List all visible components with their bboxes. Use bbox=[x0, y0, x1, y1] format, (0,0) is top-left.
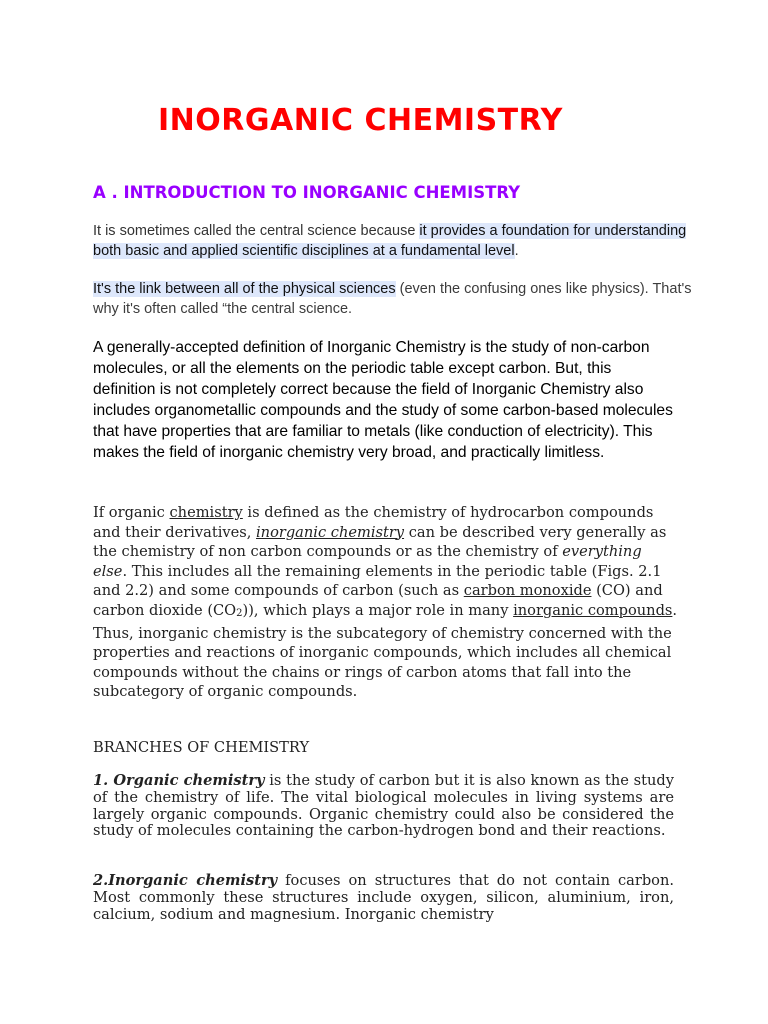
text-run: . Thus, inorganic chemistry is the subcategory of chemistry concerned with the properties and reactions of inorganic compounds, which includes all chemical compounds without the chains or rings of carbon atoms that fall into the subcategory of organic compounds. bbox=[93, 601, 678, 701]
branches-heading: BRANCHES OF CHEMISTRY bbox=[93, 739, 310, 756]
link-chemistry[interactable]: chemistry bbox=[169, 504, 243, 521]
branch-inorganic-paragraph bbox=[93, 873, 674, 923]
section-heading-introduction: A . INTRODUCTION TO INORGANIC CHEMISTRY bbox=[93, 183, 521, 202]
document-title: INORGANIC CHEMISTRY bbox=[158, 103, 563, 138]
text-run: (CO) and carbon dioxide (CO bbox=[93, 582, 663, 619]
branch-inorganic-lead: 2.Inorganic chemistry bbox=[93, 872, 278, 889]
highlighted-text: It's the link between all of the physical sciences bbox=[93, 281, 396, 297]
link-carbon-monoxide[interactable]: carbon monoxide bbox=[463, 582, 592, 600]
branch-organic-lead: 1. Organic chemistry bbox=[93, 772, 265, 789]
link-inorganic-chemistry[interactable]: inorganic chemistry bbox=[256, 523, 405, 541]
intro-paragraph-2-text: (even the confusing ones like physics). That's why it's often called “the central science. bbox=[93, 281, 692, 317]
intro-paragraph-1-text: It is sometimes called the central science because bbox=[93, 223, 420, 239]
definition-paragraph: A generally-accepted definition of Inorganic Chemistry is the study of non-carbon molecules, or all the elements on the periodic table except carbon. But, this definition is not completely correct because the field of Inorganic Chemistry also includes organometallic compounds and the study of some carbon-based molecules that have properties that are familiar to metals (like conduction of electricity). This makes the field of inorganic chemistry very broad, and practically limitless. bbox=[93, 339, 673, 461]
highlighted-text: it provides a foundation for understanding both basic and applied scientific disciplines at a fundamental level bbox=[93, 223, 687, 259]
branch-organic-paragraph bbox=[93, 773, 674, 840]
intro-paragraph-1 bbox=[93, 222, 693, 261]
text-run: )), which plays a major role in many bbox=[242, 601, 514, 619]
text-run: is defined as the chemistry of hydrocarbon compounds and their derivatives, bbox=[93, 504, 654, 541]
text-run: If organic bbox=[93, 504, 170, 521]
link-inorganic-compounds[interactable]: inorganic compounds bbox=[513, 601, 673, 619]
branch-inorganic-text: focuses on structures that do not contain carbon. Most commonly these structures include oxygen, silicon, aluminium, iron, calcium, sodium and magnesium. Inorganic chemistry bbox=[93, 872, 674, 923]
text-run: can be described very generally as the chemistry of non carbon compounds or as the chemistry of bbox=[93, 523, 667, 561]
intro-paragraph-1-end: . bbox=[514, 242, 519, 259]
text-run: . This includes all the remaining elements in the periodic table (Figs. 2.1 and 2.2) and some compounds of carbon (such as bbox=[93, 562, 662, 600]
organic-vs-inorganic-paragraph bbox=[93, 503, 678, 702]
intro-paragraph-2 bbox=[93, 280, 693, 319]
subscript: 2 bbox=[236, 607, 243, 619]
emphasis-text: everything else bbox=[93, 543, 642, 580]
branch-organic-text: is the study of carbon but it is also known as the study of the chemistry of life. The vital biological molecules in living systems are largely organic compounds. Organic chemistry could also be considered the study of molecules containing the carbon-hydrogen bond and their reactions. bbox=[93, 772, 674, 840]
